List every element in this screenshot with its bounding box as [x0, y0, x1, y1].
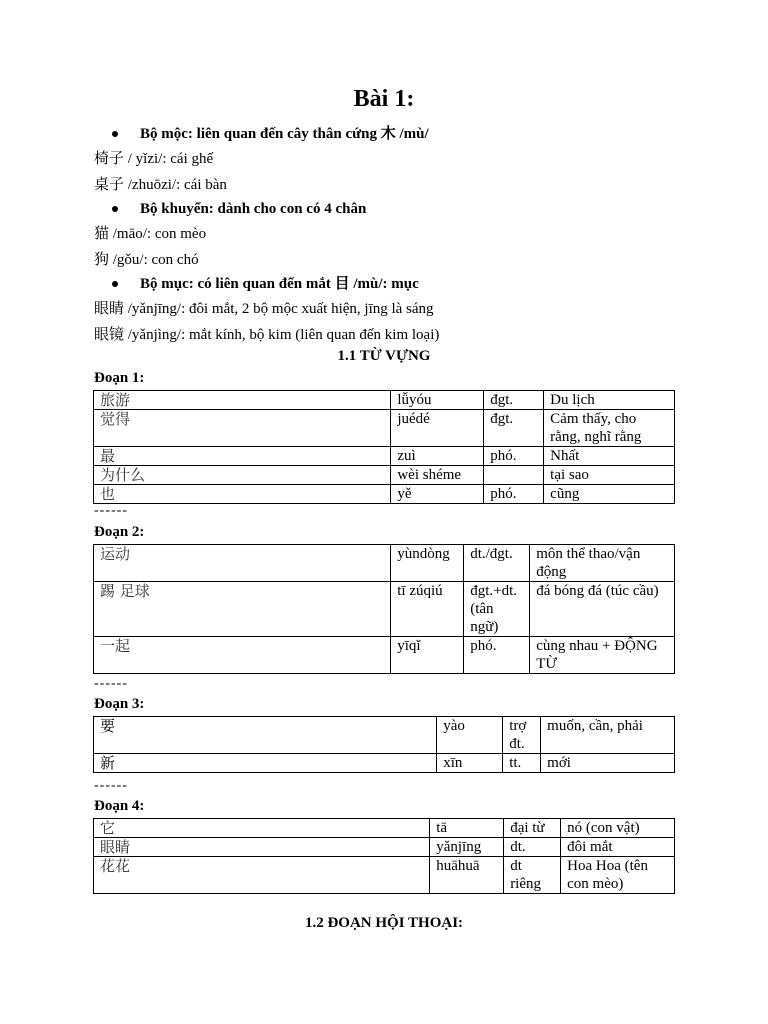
meaning-cell: mới: [541, 754, 675, 773]
passage-label: Đoạn 3:: [94, 696, 145, 712]
meaning-cell: Du lịch: [544, 391, 675, 410]
vocab-line: 眼睛 /yǎnjīng/: đôi mắt, 2 bộ mộc xuất hiện, jīng là sáng: [94, 299, 434, 317]
passage-label: Đoạn 4:: [94, 798, 145, 814]
vocab-table-3: [93, 716, 675, 773]
table-row: [94, 582, 675, 637]
pos-cell: phó.: [464, 637, 530, 674]
bullet-text: Bộ khuyển: dành cho con có 4 chân: [140, 201, 367, 217]
pos-cell: tt.: [503, 754, 541, 773]
passage-label: Đoạn 1:: [94, 370, 145, 386]
pinyin-cell: wèi shéme: [391, 466, 484, 485]
table-row: [94, 410, 675, 447]
pos-cell: phó.: [484, 485, 544, 504]
section-heading-dialogue: 1.2 ĐOẠN HỘI THOẠI:: [304, 915, 464, 931]
pos-cell: dt./đgt.: [464, 545, 530, 582]
pinyin-cell: tā: [430, 819, 504, 838]
hanzi-cell: 要: [94, 717, 437, 754]
hanzi-cell: 一起: [94, 637, 391, 674]
meaning-cell: Nhất: [544, 447, 675, 466]
meaning-cell: nó (con vật): [561, 819, 675, 838]
bullet-dot: [112, 131, 118, 137]
pinyin-cell: juédé: [391, 410, 484, 447]
pinyin-cell: yùndòng: [391, 545, 464, 582]
table-row: [94, 447, 675, 466]
vocab-table-4: [93, 818, 675, 894]
separator: ------: [94, 503, 128, 518]
hanzi-cell: 新: [94, 754, 437, 773]
vocab-line: 眼镜 /yǎnjìng/: mắt kính, bộ kim (liên quan đến kim loại): [94, 325, 440, 343]
pos-cell: phó.: [484, 447, 544, 466]
pos-cell: dt riêng: [504, 857, 561, 894]
table-row: [94, 637, 675, 674]
bullet-dot: [112, 281, 118, 287]
table-row: [94, 857, 675, 894]
pos-cell: đgt.+dt. (tân ngữ): [464, 582, 530, 637]
meaning-cell: đôi mắt: [561, 838, 675, 857]
meaning-cell: Hoa Hoa (tên con mèo): [561, 857, 675, 894]
pinyin-cell: huāhuā: [430, 857, 504, 894]
hanzi-cell: 花花: [94, 857, 430, 894]
meaning-cell: tại sao: [544, 466, 675, 485]
meaning-cell: cùng nhau + ĐỘNG TỪ: [530, 637, 675, 674]
pinyin-cell: zuì: [391, 447, 484, 466]
pinyin-cell: yào: [437, 717, 503, 754]
meaning-cell: Cảm thấy, cho rằng, nghĩ rằng: [544, 410, 675, 447]
table-row: [94, 466, 675, 485]
pos-cell: [484, 466, 544, 485]
meaning-cell: môn thể thao/vận động: [530, 545, 675, 582]
bullet-dot: [112, 206, 118, 212]
vocab-line: 狗 /gǒu/: con chó: [94, 250, 199, 268]
meaning-cell: cũng: [544, 485, 675, 504]
hanzi-cell: 为什么: [94, 466, 391, 485]
hanzi-cell: 觉得: [94, 410, 391, 447]
pos-cell: đgt.: [484, 391, 544, 410]
vocab-table-2: [93, 544, 675, 674]
table-row: [94, 838, 675, 857]
table-row: [94, 485, 675, 504]
pinyin-cell: yīqǐ: [391, 637, 464, 674]
table-row: [94, 545, 675, 582]
pinyin-cell: lǚyóu: [391, 391, 484, 410]
hanzi-cell: 旅游: [94, 391, 391, 410]
hanzi-cell: 它: [94, 819, 430, 838]
table-row: [94, 717, 675, 754]
separator: ------: [94, 676, 128, 691]
pos-cell: đgt.: [484, 410, 544, 447]
hanzi-cell: 眼睛: [94, 838, 430, 857]
vocab-line: 猫 /māo/: con mèo: [94, 224, 207, 242]
passage-label: Đoạn 2:: [94, 524, 145, 540]
bullet-text: Bộ mục: có liên quan đến mắt 目 /mù/: mục: [140, 276, 419, 292]
hanzi-cell: 踢 足球: [94, 582, 391, 637]
hanzi-cell: 也: [94, 485, 391, 504]
vocab-line: 桌子 /zhuōzi/: cái bàn: [94, 175, 227, 193]
pos-cell: đại từ: [504, 819, 561, 838]
meaning-cell: đá bóng đá (túc cầu): [530, 582, 675, 637]
bullet-text: Bộ mộc: liên quan đến cây thân cứng 木 /mù/: [140, 126, 429, 142]
section-heading-vocab: 1.1 TỪ VỰNG: [337, 348, 431, 364]
hanzi-cell: 最: [94, 447, 391, 466]
pos-cell: dt.: [504, 838, 561, 857]
hanzi-cell: 运动: [94, 545, 391, 582]
pinyin-cell: yǎnjīng: [430, 838, 504, 857]
table-row: [94, 754, 675, 773]
pinyin-cell: yě: [391, 485, 484, 504]
separator: ------: [94, 778, 128, 793]
pinyin-cell: tī zúqiú: [391, 582, 464, 637]
meaning-cell: muốn, cần, phải: [541, 717, 675, 754]
table-row: [94, 391, 675, 410]
table-row: [94, 819, 675, 838]
pos-cell: trợ đt.: [503, 717, 541, 754]
vocab-table-1: [93, 390, 675, 504]
pinyin-cell: xīn: [437, 754, 503, 773]
lesson-title: Bài 1:: [353, 86, 415, 112]
vocab-line: 椅子 / yǐzi/: cái ghế: [94, 149, 214, 167]
